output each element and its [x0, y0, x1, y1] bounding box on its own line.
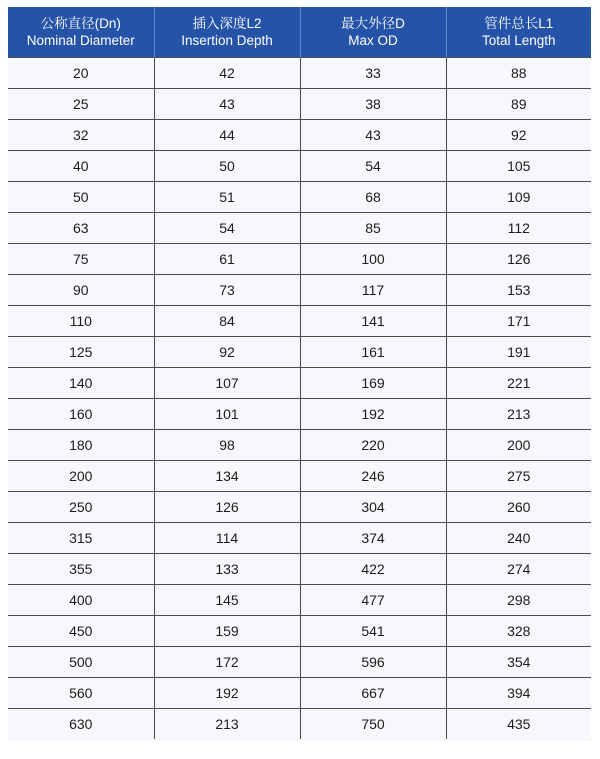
cell-nominal-diameter: 110: [8, 306, 154, 337]
cell-nominal-diameter: 160: [8, 399, 154, 430]
cell-nominal-diameter: 125: [8, 337, 154, 368]
table-row: [8, 89, 591, 120]
table-row: [8, 151, 591, 182]
table-row: [8, 244, 591, 275]
cell-nominal-diameter: 315: [8, 523, 154, 554]
cell-total-length: 126: [446, 244, 591, 275]
table-row: [8, 306, 591, 337]
cell-nominal-diameter: 25: [8, 89, 154, 120]
cell-nominal-diameter: 32: [8, 120, 154, 151]
cell-max-od: 117: [300, 275, 446, 306]
table-row: [8, 585, 591, 616]
cell-nominal-diameter: 630: [8, 709, 154, 740]
table-row: [8, 275, 591, 306]
cell-max-od: 667: [300, 678, 446, 709]
cell-nominal-diameter: 200: [8, 461, 154, 492]
cell-insertion-depth: 92: [154, 337, 300, 368]
header-label-en: Nominal Diameter: [26, 33, 135, 48]
cell-insertion-depth: 126: [154, 492, 300, 523]
cell-max-od: 374: [300, 523, 446, 554]
table-body: [8, 58, 591, 740]
table-row: [8, 182, 591, 213]
cell-insertion-depth: 50: [154, 151, 300, 182]
cell-max-od: 68: [300, 182, 446, 213]
table-row: [8, 523, 591, 554]
cell-nominal-diameter: 63: [8, 213, 154, 244]
cell-total-length: 191: [446, 337, 591, 368]
cell-insertion-depth: 134: [154, 461, 300, 492]
cell-max-od: 220: [300, 430, 446, 461]
cell-total-length: 328: [446, 616, 591, 647]
cell-nominal-diameter: 560: [8, 678, 154, 709]
cell-nominal-diameter: 75: [8, 244, 154, 275]
cell-nominal-diameter: 355: [8, 554, 154, 585]
cell-insertion-depth: 43: [154, 89, 300, 120]
cell-max-od: 141: [300, 306, 446, 337]
table-row: [8, 368, 591, 399]
cell-nominal-diameter: 140: [8, 368, 154, 399]
cell-max-od: 246: [300, 461, 446, 492]
cell-total-length: 221: [446, 368, 591, 399]
cell-insertion-depth: 54: [154, 213, 300, 244]
cell-max-od: 54: [300, 151, 446, 182]
cell-nominal-diameter: 250: [8, 492, 154, 523]
spec-sheet: [8, 7, 591, 741]
cell-nominal-diameter: 40: [8, 151, 154, 182]
cell-max-od: 750: [300, 709, 446, 740]
cell-total-length: 200: [446, 430, 591, 461]
cell-insertion-depth: 213: [154, 709, 300, 740]
cell-nominal-diameter: 400: [8, 585, 154, 616]
cell-max-od: 477: [300, 585, 446, 616]
cell-insertion-depth: 61: [154, 244, 300, 275]
cell-max-od: 33: [300, 58, 446, 89]
cell-insertion-depth: 133: [154, 554, 300, 585]
cell-total-length: 92: [446, 120, 591, 151]
cell-insertion-depth: 42: [154, 58, 300, 89]
table-row: [8, 554, 591, 585]
cell-nominal-diameter: 180: [8, 430, 154, 461]
dimension-table: [8, 7, 591, 739]
cell-max-od: 192: [300, 399, 446, 430]
header-max-od: [300, 7, 446, 58]
cell-total-length: 394: [446, 678, 591, 709]
cell-nominal-diameter: 90: [8, 275, 154, 306]
cell-insertion-depth: 172: [154, 647, 300, 678]
cell-insertion-depth: 192: [154, 678, 300, 709]
cell-max-od: 169: [300, 368, 446, 399]
cell-max-od: 422: [300, 554, 446, 585]
cell-total-length: 109: [446, 182, 591, 213]
cell-nominal-diameter: 50: [8, 182, 154, 213]
header-nominal-diameter: [8, 7, 154, 58]
cell-max-od: 85: [300, 213, 446, 244]
cell-insertion-depth: 44: [154, 120, 300, 151]
cell-total-length: 260: [446, 492, 591, 523]
cell-max-od: 541: [300, 616, 446, 647]
cell-nominal-diameter: 20: [8, 58, 154, 89]
cell-max-od: 161: [300, 337, 446, 368]
table-row: [8, 58, 591, 89]
table-row: [8, 616, 591, 647]
header-label-zh: 管件总长L1: [484, 16, 554, 31]
table-row: [8, 213, 591, 244]
header-row: [8, 7, 591, 58]
cell-total-length: 275: [446, 461, 591, 492]
cell-insertion-depth: 73: [154, 275, 300, 306]
cell-total-length: 153: [446, 275, 591, 306]
cell-nominal-diameter: 500: [8, 647, 154, 678]
cell-total-length: 213: [446, 399, 591, 430]
cell-total-length: 274: [446, 554, 591, 585]
cell-total-length: 240: [446, 523, 591, 554]
cell-total-length: 112: [446, 213, 591, 244]
cell-insertion-depth: 159: [154, 616, 300, 647]
cell-total-length: 354: [446, 647, 591, 678]
header-label-en: Insertion Depth: [181, 33, 273, 48]
table-row: [8, 399, 591, 430]
cell-total-length: 105: [446, 151, 591, 182]
table-row: [8, 430, 591, 461]
header-label-en: Total Length: [481, 33, 556, 48]
header-label-en: Max OD: [348, 33, 398, 48]
cell-max-od: 304: [300, 492, 446, 523]
table-row: [8, 709, 591, 740]
cell-max-od: 38: [300, 89, 446, 120]
cell-insertion-depth: 107: [154, 368, 300, 399]
header-total-length: [446, 7, 591, 58]
cell-insertion-depth: 98: [154, 430, 300, 461]
table-row: [8, 461, 591, 492]
cell-insertion-depth: 145: [154, 585, 300, 616]
table-row: [8, 120, 591, 151]
cell-max-od: 100: [300, 244, 446, 275]
table-row: [8, 678, 591, 709]
cell-max-od: 596: [300, 647, 446, 678]
cell-insertion-depth: 101: [154, 399, 300, 430]
cell-total-length: 171: [446, 306, 591, 337]
table-header: [8, 7, 591, 58]
table-row: [8, 337, 591, 368]
header-insertion-depth: [154, 7, 300, 58]
cell-insertion-depth: 114: [154, 523, 300, 554]
table-row: [8, 647, 591, 678]
header-label-zh: 公称直径(Dn): [40, 16, 121, 31]
cell-max-od: 43: [300, 120, 446, 151]
cell-nominal-diameter: 450: [8, 616, 154, 647]
cell-insertion-depth: 84: [154, 306, 300, 337]
cell-total-length: 88: [446, 58, 591, 89]
cell-total-length: 298: [446, 585, 591, 616]
header-label-zh: 最大外径D: [341, 16, 405, 31]
cell-insertion-depth: 51: [154, 182, 300, 213]
cell-total-length: 435: [446, 709, 591, 740]
table-row: [8, 492, 591, 523]
cell-total-length: 89: [446, 89, 591, 120]
header-label-zh: 插入深度L2: [192, 16, 262, 31]
